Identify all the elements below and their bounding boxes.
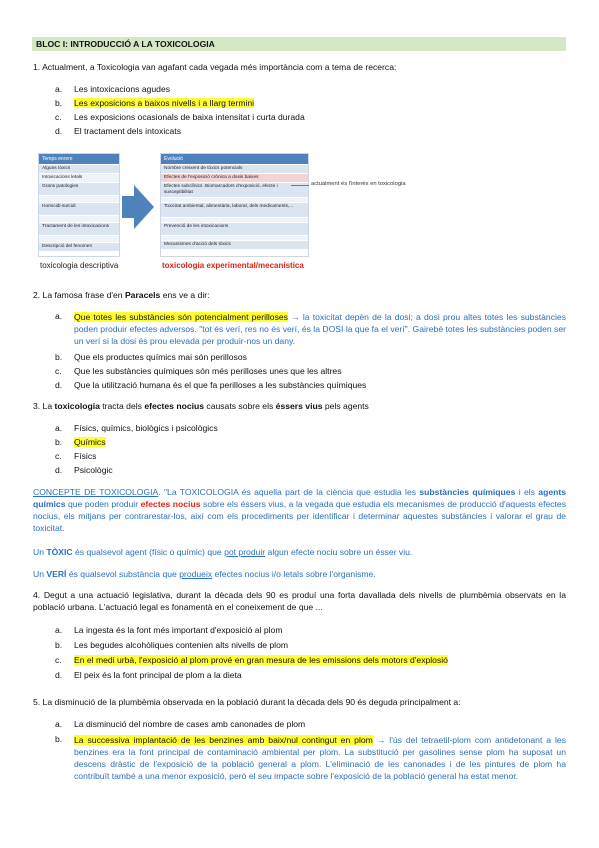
q2-option-c: Que les substàncies químiques són més perilloses unes que les altres <box>74 366 342 376</box>
q1-option-d: El tractament dels intoxicats <box>74 126 181 136</box>
q1-option-b: Les exposicions a baixos nivells i a llarg termini <box>74 98 255 108</box>
left-row: Alguns tòxics <box>39 164 119 173</box>
toxicology-evolution-figure <box>38 151 318 277</box>
question-1: 1. Actualment, a Toxicologia van agafant cada vegada més importància com a tema de recerca: <box>33 62 397 72</box>
right-row: Mecanismes d'acció dels tòxics <box>161 240 308 249</box>
left-row: Tractament de les intoxicacions <box>39 222 119 235</box>
left-row: Descripció del fenomen <box>39 242 119 251</box>
q5-option-b: La successiva implantació de les benzines amb baix/nul contingut en plom → l'ús del tetraetil-plom com antidetonant a les benzines era la font principal de contaminació ambiental per plom. La substitució per gasolines sense plom ha suposat un descens dràstic de l'exposició de la població general a plom. L'eliminació de les canonades i de les pintures de plom ha contribuït també a una menor exposició, però el seu impacte sobre l'exposició de la població general ha estat menor. <box>74 735 566 781</box>
q2-option-d-letter: d. <box>55 380 63 390</box>
q1-option-a-letter: a. <box>55 84 63 94</box>
annotation-text: actualment és l'interès en toxicologia <box>311 181 406 187</box>
q3-option-a: Físics, químics, biològics i psicològics <box>74 423 218 433</box>
q3-option-c: Físics <box>74 451 97 461</box>
q4-option-a: La ingesta és la font més important d'exposició al plom <box>74 625 283 635</box>
right-row: Toxicitat ambiental, alimentària, laboral, dels medicaments,... <box>161 202 308 217</box>
q4-option-c: En el medi urbà, l'exposició al plom prové en gran mesura de les emissions dels motors d'explosió <box>74 655 448 665</box>
right-row: Efectes de l'exposició crònica a dosis baixes <box>161 173 308 182</box>
left-table <box>38 153 120 257</box>
concept-paragraph: CONCEPTE DE TOXICOLOGIA. "La TOXICOLOGIA és aquella part de la ciència que estudia les substàncies químiques i els agents químics que poden produir efectes nocius sobre els éssers vius, a la vegada que estudia els mecanismes de producció d'aquests efectes nocius, els mitjans per contrarestar-los, així com els procediments per identificar i determinar aquestes substàncies i valorar el grau de toxicitat. <box>33 487 566 533</box>
q4-option-b: Les begudes alcohòliques contenien alts nivells de plom <box>74 640 289 650</box>
right-row: Nombre creixent de tòxics potencials <box>161 164 308 173</box>
left-row <box>39 195 119 202</box>
left-row <box>39 235 119 242</box>
q1-option-b-letter: b. <box>55 98 63 108</box>
q4-option-d: El peix és la font principal de plom a la dieta <box>74 670 242 680</box>
right-table-header: Evolució <box>161 154 308 164</box>
q3-option-b: Químics <box>74 437 106 447</box>
q2-option-a-letter: a. <box>55 311 63 321</box>
left-row: Intoxicacions letals <box>39 173 119 182</box>
question-4: 4. Degut a una actuació legislativa, durant la dècada dels 90 es produí una forta davallada dels nivells de plumbèmia observats en la població urbana. L'actuació legal es fonamentà en el coneixement de que ... <box>33 590 566 612</box>
q3-option-c-letter: c. <box>55 451 62 461</box>
left-row: Grans patologies <box>39 182 119 195</box>
right-row: Prevenció de les intoxicacions <box>161 222 308 235</box>
question-2: 2. La famosa frase d'en Paracels ens ve a dir: <box>33 290 210 300</box>
q2-option-d: Que la utilització humana és el que fa perilloses a les substàncies químiques <box>74 380 367 390</box>
section-title: BLOC I: INTRODUCCIÓ A LA TOXICOLOGIA <box>36 39 215 49</box>
left-table-header: Temps enrere <box>39 154 119 164</box>
q1-option-d-letter: d. <box>55 126 63 136</box>
q2-option-a: Que totes les substàncies són potencialment perilloses → la toxicitat depèn de la dosi; a dosi prou altes totes les substàncies poden produir efectes adversos. "tot és verí, res no és verí, és la DOSI la que fa el verí". Gairebé totes les substàncies poden ser un verí si la dosi és prou elevada per produir-nos un dany. <box>74 312 566 346</box>
q2-option-b-letter: b. <box>55 352 63 362</box>
q4-option-b-letter: b. <box>55 640 63 650</box>
q4-option-a-letter: a. <box>55 625 63 635</box>
q1-option-a: Les intoxicacions agudes <box>74 84 171 94</box>
left-row <box>39 215 119 222</box>
toxic-definition: Un TÒXIC és qualsevol agent (físic o químic) que pot produir algun efecte nociu sobre un ésser viu. <box>33 547 413 557</box>
q2-option-b: Que els productes químics mai són perillosos <box>74 352 247 362</box>
left-row: Homicidi-suïcidi <box>39 202 119 215</box>
q2-option-c-letter: c. <box>55 366 62 376</box>
q3-option-a-letter: a. <box>55 423 63 433</box>
section-title-banner <box>32 37 566 51</box>
veri-definition: Un VERÍ és qualsevol substància que produeix efectes nocius i/o letals sobre l'organisme. <box>33 569 376 579</box>
q5-option-a: La disminució del nombre de cases amb canonades de plom <box>74 719 306 729</box>
q5-option-b-letter: b. <box>55 734 63 744</box>
annotation-line <box>291 185 309 186</box>
q3-option-d-letter: d. <box>55 465 63 475</box>
right-table <box>160 153 309 257</box>
q4-option-d-letter: d. <box>55 670 63 680</box>
q1-option-c: Les exposicions ocasionals de baixa intensitat i curta durada <box>74 112 305 122</box>
q3-option-d: Psicològic <box>74 465 113 475</box>
q5-option-a-letter: a. <box>55 719 63 729</box>
q1-option-c-letter: c. <box>55 112 62 122</box>
caption-descriptive: toxicologia descriptiva <box>40 261 119 270</box>
question-3: 3. La toxicologia tracta dels efectes nocius causats sobre els éssers vius pels agents <box>33 401 369 411</box>
right-row: Efectes subclínics. Biomarcadors d'exposició, efecte i susceptibilitat <box>161 182 308 197</box>
right-arrow-icon <box>134 185 154 229</box>
q3-option-b-letter: b. <box>55 437 63 447</box>
question-5: 5. La disminució de la plumbèmia observada en la població durant la dècada dels 90 és deguda principalment a: <box>33 697 461 707</box>
caption-experimental: toxicologia experimental/mecanística <box>162 261 304 270</box>
q4-option-c-letter: c. <box>55 655 62 665</box>
